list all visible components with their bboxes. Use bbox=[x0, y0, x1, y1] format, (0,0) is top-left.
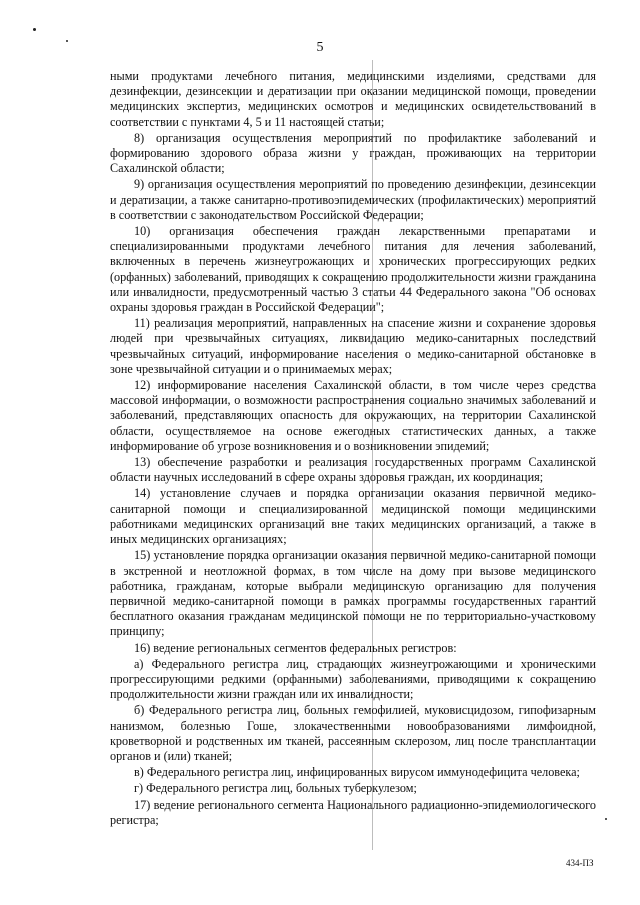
paragraph: в) Федерального регистра лиц, инфицированных вирусом иммунодефицита человека; bbox=[134, 765, 580, 780]
paragraph: 10) организация обеспечения граждан лекарственными препаратами и специализированными продуктами лечебного питания для лечения заболеваний, включенных в перечень жизнеугрожающих и хронических прогрессирующих редких (орфанных) заболеваний, приводящих к сокращению продолжительности жизни гражданина или инвалидности, предусмотренный частью 3 статьи 44 Федерального закона "Об основах охраны здоровья граждан в Российской Федерации"; bbox=[110, 224, 596, 315]
paragraph: 8) организация осуществления мероприятий по профилактике заболеваний и формированию здорового образа жизни у граждан, проживающих на территории Сахалинской области; bbox=[110, 130, 596, 176]
paragraph: г) Федерального регистра лиц, больных туберкулезом; bbox=[134, 781, 417, 796]
scan-speck bbox=[605, 818, 607, 820]
paragraph: 12) информирование населения Сахалинской области, в том числе через средства массовой информации, о возможности распространения социально значимых заболеваний и заболеваний, представляющих опасность для окружающих, на территории Сахалинской области, осуществляемое на основе ежегодных статистических данных, а также информирование об угрозе возникновения и о возникновении эпидемий; bbox=[110, 378, 596, 453]
scan-speck bbox=[33, 28, 36, 31]
paragraph: 9) организация осуществления мероприятий по проведению дезинфекции, дезинсекции и дератизации, а также санитарно-противоэпидемических (профилактических) мероприятий в соответствии с законодательством Российской Федерации; bbox=[110, 177, 596, 222]
paragraph: 15) установление порядка организации оказания первичной медико-санитарной помощи в экстренной и неотложной формах, в том числе на дому при вызове медицинского работника, гражданам, которые выбрали медицинскую организацию для получения первичной медико-санитарной помощи в рамках программы государственных гарантий бесплатного оказания гражданам медицинской помощи не по территориально-участковому принципу; bbox=[110, 548, 596, 639]
paragraph: 13) обеспечение разработки и реализация государственных программ Сахалинской области научных исследований в сфере охраны здоровья граждан, их координация; bbox=[110, 455, 596, 485]
page-number: 5 bbox=[316, 40, 324, 55]
paragraph: 16) ведение региональных сегментов федеральных регистров: bbox=[134, 640, 457, 655]
document-body bbox=[110, 69, 596, 829]
paragraph: б) Федерального регистра лиц, больных гемофилией, муковисцидозом, гипофизарным нанизмом, болезнью Гоше, злокачественными новообразованиями лимфоидной, кроветворной и родственных им тканей, рассеянным склерозом, лиц после трансплантации органов и (или) тканей; bbox=[110, 703, 596, 763]
paragraph: 17) ведение регионального сегмента Национального радиационно-эпидемиологического регистра; bbox=[110, 797, 596, 827]
paragraph: ными продуктами лечебного питания, медицинскими изделиями, средствами для дезинфекции, дезинсекции и дератизации при оказании медицинской помощи, проведении медицинских экспертиз, медицинских осмотров и медицинских освидетельствований в соответствии с пунктами 4, 5 и 11 настоящей статьи; bbox=[110, 69, 596, 129]
document-code: 434-ПЗ bbox=[566, 858, 594, 868]
scan-speck bbox=[66, 40, 68, 42]
paragraph: 14) установление случаев и порядка организации оказания первичной медико-санитарной помощи и специализированной медицинской помощи медицинскими работниками медицинских организаций вне таких медицинских организаций, а также в иных медицинских организациях; bbox=[110, 486, 596, 547]
paragraph: а) Федерального регистра лиц, страдающих жизнеугрожающими и хроническими прогрессирующими редкими (орфанными) заболеваниями, приводящими к сокращению продолжительности жизни граждан или их инвалидности; bbox=[110, 656, 596, 702]
paragraph: 11) реализация мероприятий, направленных на спасение жизни и сохранение здоровья людей при чрезвычайных ситуациях, ликвидацию медико-санитарных последствий чрезвычайных ситуаций, информирование населения о медико-санитарной обстановке в зоне чрезвычайной ситуации и о принимаемых мерах; bbox=[110, 316, 596, 376]
